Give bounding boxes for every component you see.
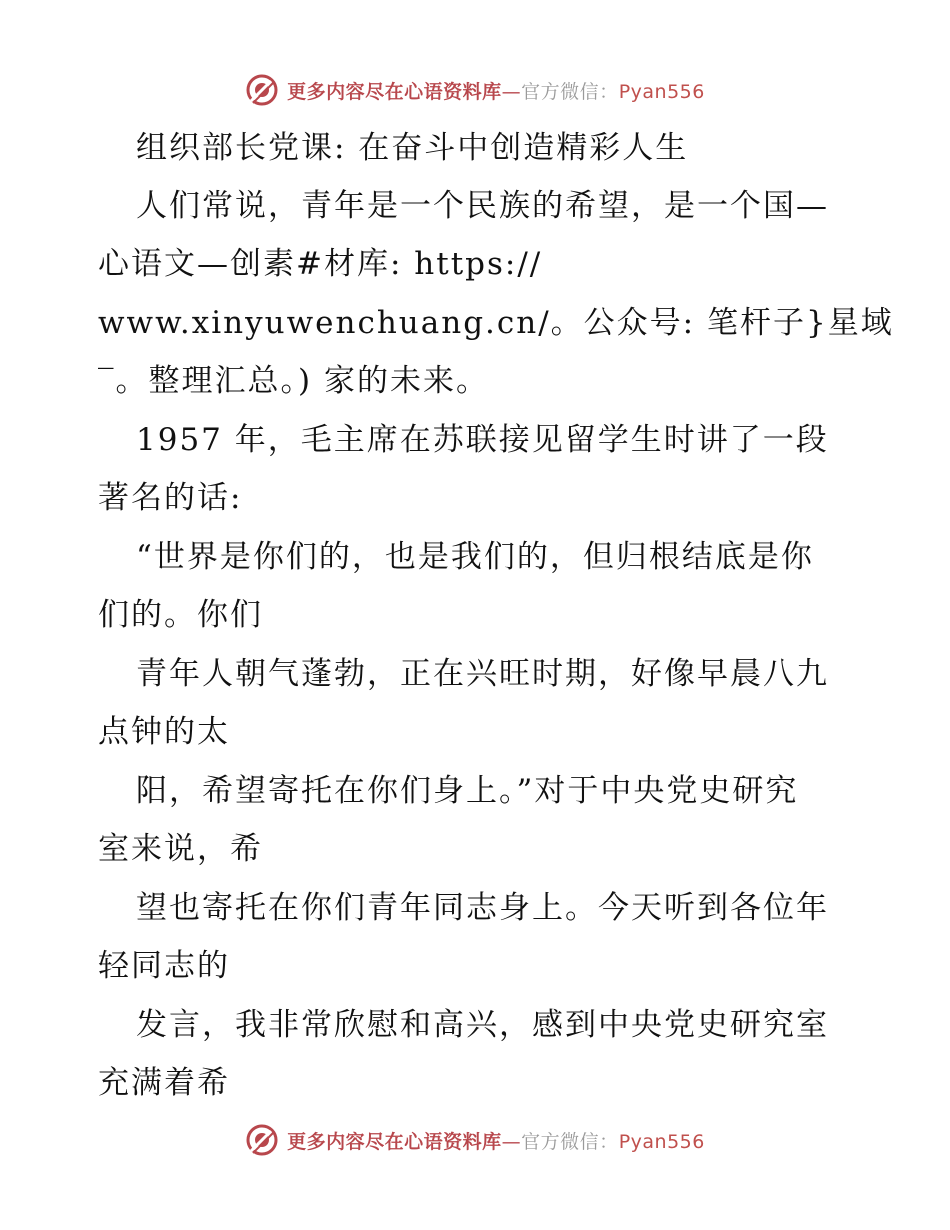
footer-wechat-label: 官方微信：: [521, 1130, 619, 1153]
footer-site-text: 更多内容尽在心语资料库: [287, 1130, 502, 1153]
text-line: 充满着希: [98, 1065, 230, 1101]
text-line: 著名的话:: [98, 480, 243, 516]
footer-banner-text: [287, 1127, 705, 1154]
text-line: ‾。整理汇总。) 家的未来。: [98, 363, 489, 399]
footer-banner: [0, 1120, 950, 1160]
text-line: 轻同志的: [98, 948, 230, 984]
text-line: “世界是你们的，也是我们的，但归根结底是你: [136, 539, 814, 575]
text-line: 望也寄托在你们青年同志身上。今天听到各位年: [136, 890, 829, 926]
text-line: www.xinyuwenchuang.cn/。公众号: 笔杆子}星域: [98, 305, 894, 341]
footer-wechat-id: Pyan556: [618, 1130, 705, 1153]
text-line: 室来说，希: [98, 831, 263, 867]
header-site-text: 更多内容尽在心语资料库: [287, 80, 502, 103]
text-line: 点钟的太: [98, 714, 230, 750]
text-line: 心语文—创素#材库: https://: [98, 246, 543, 282]
header-banner-text: [287, 77, 705, 104]
header-wechat-label: 官方微信：: [521, 80, 619, 103]
document-title: 组织部长党课: 在奋斗中创造精彩人生: [136, 130, 689, 166]
header-wechat-id: Pyan556: [618, 80, 705, 103]
text-line: 阳，希望寄托在你们身上。”对于中央党史研究: [136, 773, 799, 809]
logo-icon: [245, 73, 279, 107]
logo-icon: [245, 1123, 279, 1157]
header-separator: —: [501, 80, 522, 103]
text-line: 1957 年，毛主席在苏联接见留学生时讲了一段: [136, 422, 829, 458]
footer-separator: —: [501, 1130, 522, 1153]
header-banner: [0, 70, 950, 110]
text-line: 发言，我非常欣慰和高兴，感到中央党史研究室: [136, 1007, 829, 1043]
text-line: 们的。你们: [98, 597, 263, 633]
text-line: 人们常说，青年是一个民族的希望，是一个国—: [136, 188, 829, 224]
text-line: 青年人朝气蓬勃，正在兴旺时期，好像早晨八九: [136, 656, 829, 692]
